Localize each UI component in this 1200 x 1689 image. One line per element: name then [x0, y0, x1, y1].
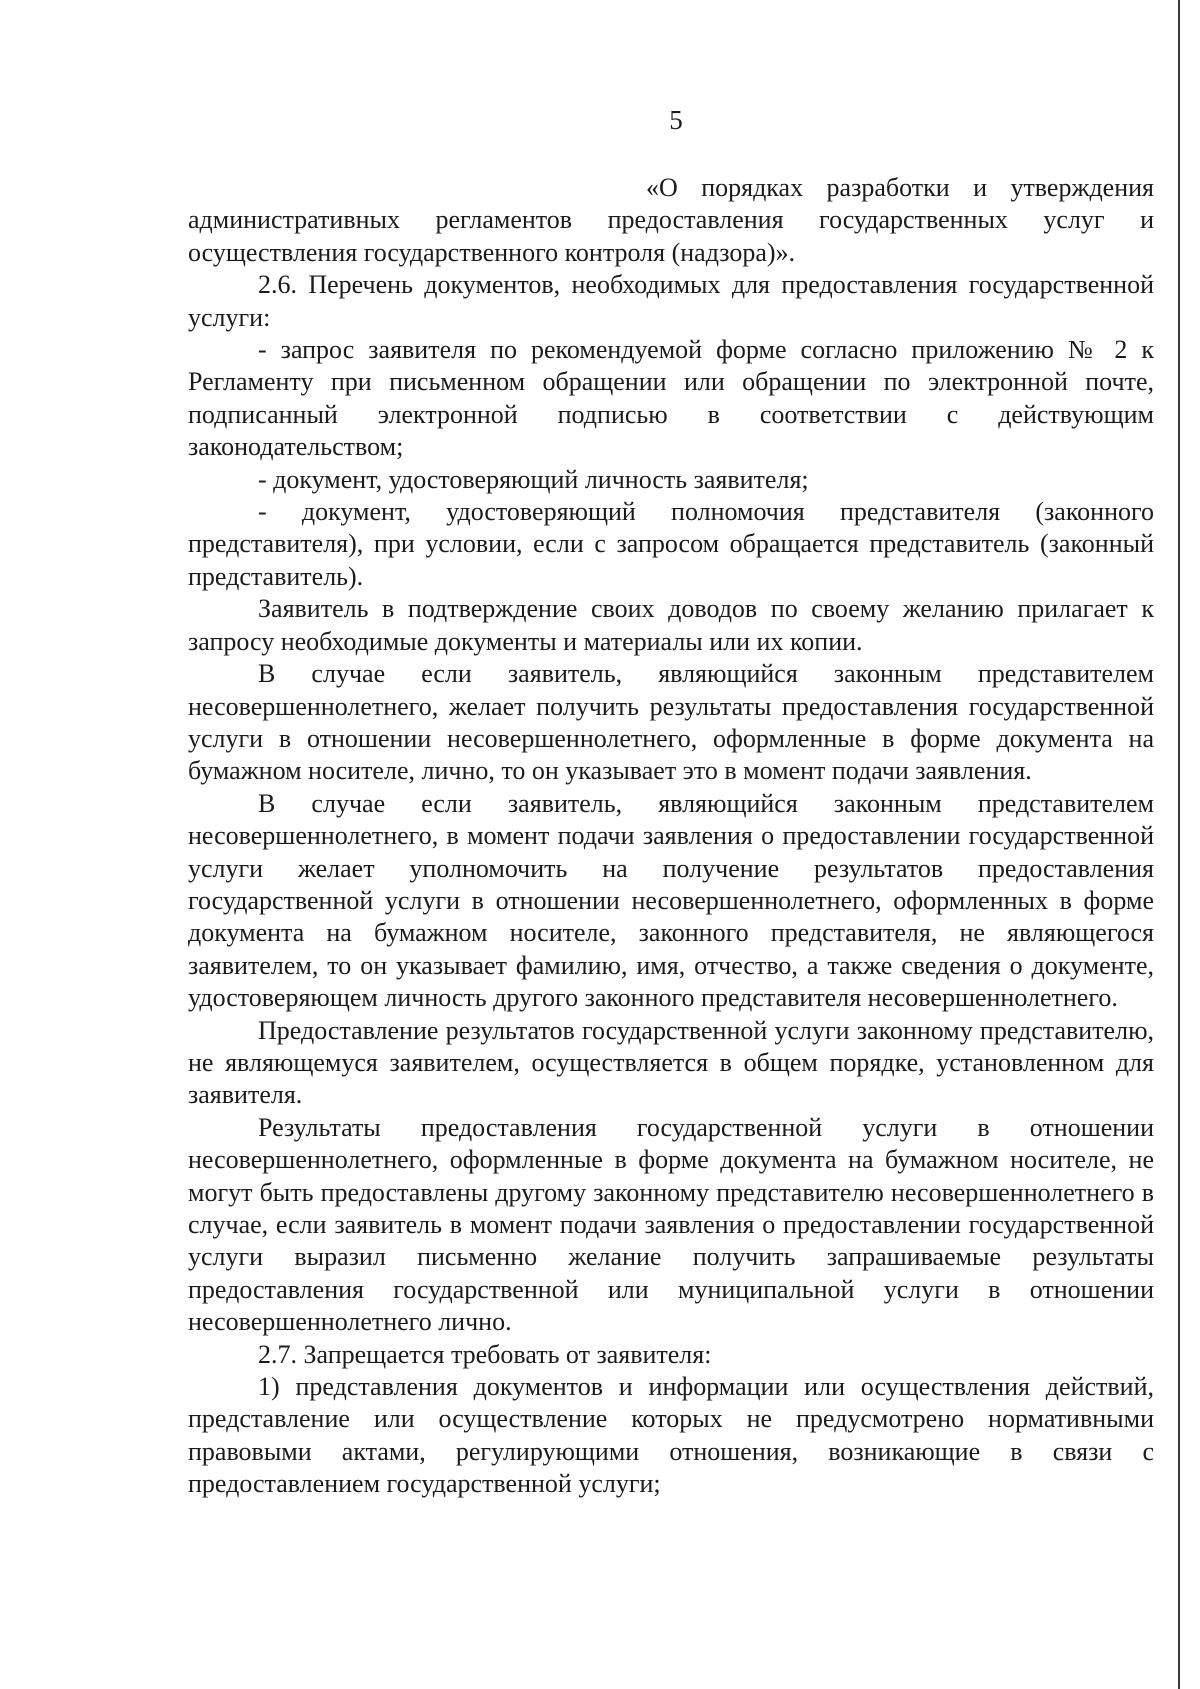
list-item-authority-document: - документ, удостоверяющий полномочия представителя (законного представителя), при условии, если с запросом обращается представитель (законный представитель).	[188, 497, 1154, 591]
paragraph-minor-results-personal: В случае если заявитель, являющийся законным представителем несовершеннолетнего, желает получить результаты предоставления государственной услуги в отношении несовершеннолетнего, оформленные в форме документа на бумажном носителе, лично, то он указывает это в момент подачи заявления.	[188, 659, 1154, 786]
list-item-request: - запрос заявителя по рекомендуемой форме согласно приложению № 2 к Регламенту при письменном обращении или обращении по электронной почте, подписанный электронной подписью в соответствии с действующим законодательством;	[188, 335, 1154, 462]
document-body	[188, 172, 1154, 1501]
list-item-identity-document: - документ, удостоверяющий личность заявителя;	[258, 464, 809, 494]
paragraph-section-2-6: 2.6. Перечень документов, необходимых для предоставления государственной услуги:	[188, 270, 1154, 332]
paragraph-minor-results-delegate: В случае если заявитель, являющийся законным представителем несовершеннолетнего, в момент подачи заявления о предоставлении государственной услуги желает уполномочить на получение результатов предоставления государственной услуги в отношении несовершеннолетнего, оформленных в форме документа на бумажном носителе, законного представителя, не являющегося заявителем, то он указывает фамилию, имя, отчество, а также сведения о документе, удостоверяющем личность другого законного представителя несовершеннолетнего.	[188, 788, 1154, 1013]
scan-edge-line	[1178, 0, 1180, 1689]
list-item-prohibited-1: 1) представления документов и информации или осуществления действий, представление или осуществление которых не предусмотрено нормативными правовыми актами, регулирующими отношения, возникающие в связи с предоставлением государственной услуги;	[188, 1372, 1154, 1499]
paragraph-attachments: Заявитель в подтверждение своих доводов по своему желанию прилагает к запросу необходимые документы и материалы или их копии.	[188, 594, 1154, 656]
paragraph-continuation: «О порядках разработки и утверждения административных регламентов предоставления государственных услуг и осуществления государственного контроля (надзора)».	[188, 173, 1154, 267]
paragraph-section-2-7: 2.7. Запрещается требовать от заявителя:	[258, 1339, 712, 1369]
paragraph-results-general-order: Предоставление результатов государственной услуги законному представителю, не являющемуся заявителем, осуществляется в общем порядке, установленном для заявителя.	[188, 1015, 1154, 1110]
page-number: 5	[669, 105, 683, 135]
paragraph-results-restriction: Результаты предоставления государственной услуги в отношении несовершеннолетнего, оформленные в форме документа на бумажном носителе, не могут быть предоставлены другому законному представителю несовершеннолетнего в случае, если заявитель в момент подачи заявления о предоставлении государственной услуги выразил письменно желание получить запрашиваемые результаты предоставления государственной или муниципальной услуги в отношении несовершеннолетнего лично.	[188, 1112, 1154, 1337]
